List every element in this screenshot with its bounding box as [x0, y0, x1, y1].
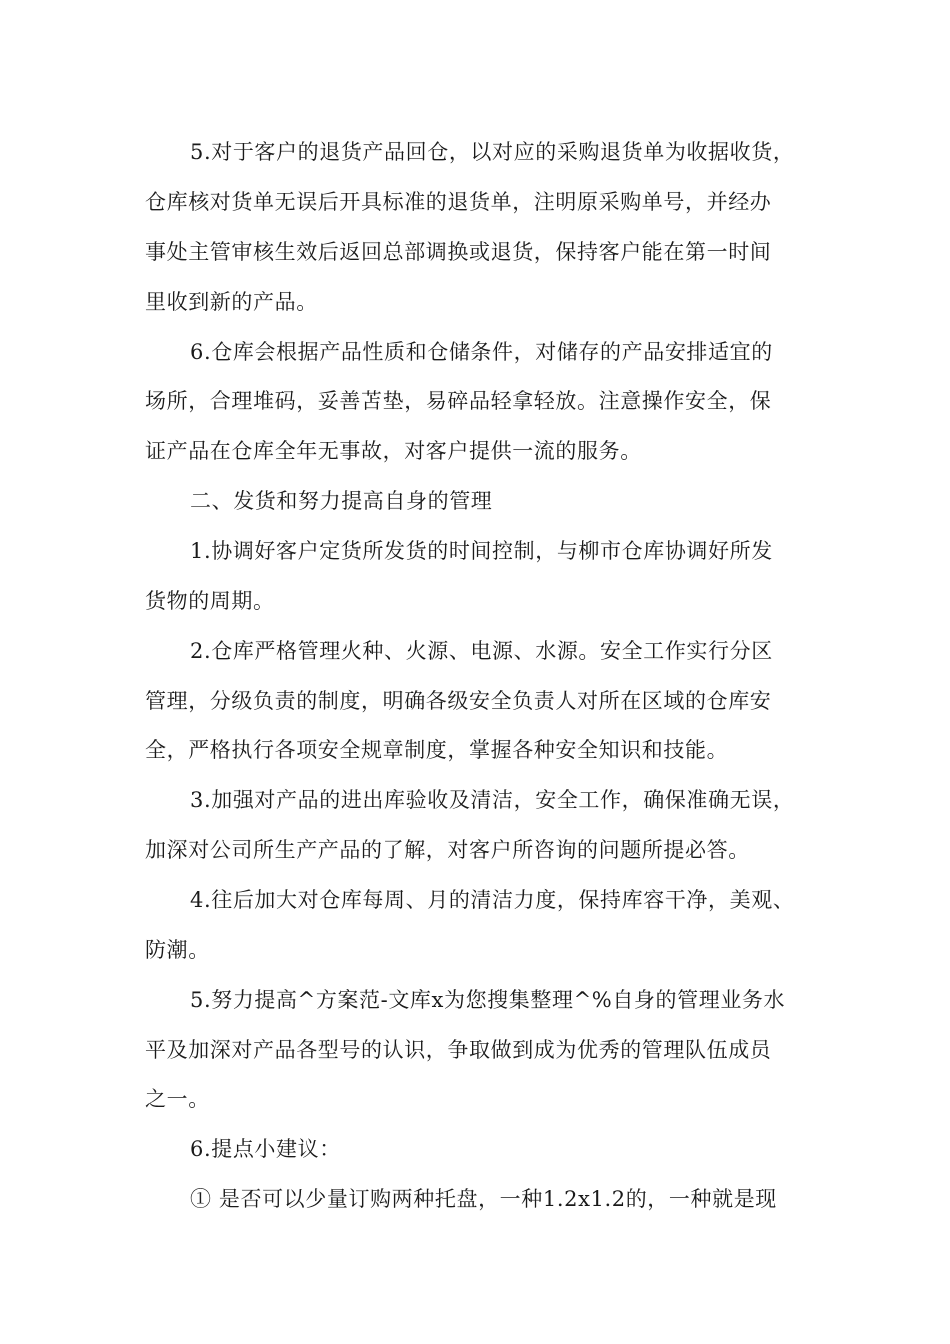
paragraph-line: 防潮。	[145, 938, 210, 962]
paragraph-line: 全，严格执行各项安全规章制度，掌握各种安全知识和技能。	[145, 738, 729, 762]
paragraph-line: 平及加深对产品各型号的认识，争取做到成为优秀的管理队伍成员	[145, 1038, 772, 1062]
paragraph-line: 仓库核对货单无误后开具标准的退货单，注明原采购单号，并经办	[145, 190, 772, 214]
paragraph-line: 里收到新的产品。	[145, 290, 318, 314]
paragraph-line: 货物的周期。	[145, 589, 275, 613]
section-heading: 二、发货和努力提高自身的管理	[190, 489, 493, 513]
paragraph-line: ① 是否可以少量订购两种托盘，一种1.2x1.2的，一种就是现	[190, 1187, 777, 1211]
paragraph-line: 6.仓库会根据产品性质和仓储条件，对储存的产品安排适宜的	[190, 340, 773, 364]
paragraph-line: 5.努力提高^方案范-文库x为您搜集整理^%自身的管理业务水	[190, 988, 786, 1012]
paragraph-line: 1.协调好客户定货所发货的时间控制，与柳市仓库协调好所发	[190, 539, 773, 563]
paragraph-line: 场所，合理堆码，妥善苫垫，易碎品轻拿轻放。注意操作安全，保	[145, 389, 772, 413]
paragraph-line: 事处主管审核生效后返回总部调换或退货，保持客户能在第一时间	[145, 240, 772, 264]
paragraph-line: 6.提点小建议：	[190, 1137, 341, 1161]
paragraph-line: 4.往后加大对仓库每周、月的清洁力度，保持库容干净，美观、	[190, 888, 795, 912]
paragraph-line: 管理，分级负责的制度，明确各级安全负责人对所在区域的仓库安	[145, 689, 772, 713]
paragraph-line: 加深对公司所生产产品的了解，对客户所咨询的问题所提必答。	[145, 838, 750, 862]
paragraph-line: 之一。	[145, 1087, 210, 1111]
paragraph-line: 证产品在仓库全年无事故，对客户提供一流的服务。	[145, 439, 642, 463]
paragraph-line: 5.对于客户的退货产品回仓，以对应的采购退货单为收据收货，	[190, 140, 795, 164]
paragraph-line: 3.加强对产品的进出库验收及清洁，安全工作，确保准确无误，	[190, 788, 795, 812]
paragraph-line: 2.仓库严格管理火种、火源、电源、水源。安全工作实行分区	[190, 639, 773, 663]
